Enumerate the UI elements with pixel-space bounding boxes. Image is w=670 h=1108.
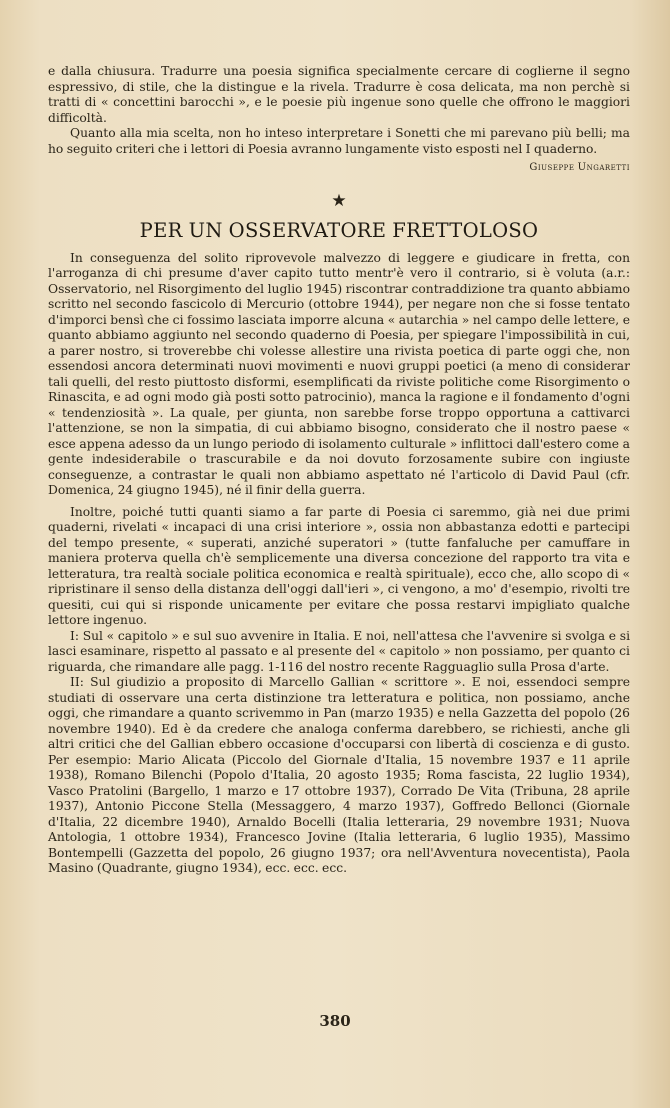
article-paragraph-4: II: Sul giudizio a proposito di Marcello Gallian « scrittore ». E noi, essendoci sempre studiati di osservare una certa distinzione tra letteratura e politica, non possiamo, anche oggi, che rimandare a quanto scrivemmo in Pan (marzo 1935) e nella Gazzetta del popolo (26 novembre 1940). Ed è da credere che analoga conferma darebbero, se richiesti, anche gli altri critici che del Gallian ebbero occasione d'occuparsi con libertà di coscienza e di gusto. Per esempio: Mario Alicata (Piccolo del Giornale d'Italia, 15 novembre 1937 e 11 aprile 1938), Romano Bilenchi (Popolo d'Italia, 20 agosto 1935; Roma fascista, 22 luglio 1934), Vasco Pratolini (Bargello, 1 marzo e 17 ottobre 1937), Corrado De Vita (Tribuna, 28 aprile 1937), Antonio Piccone Stella (Messaggero, 4 marzo 1937), Goffredo Bellonci (Giornale d'Italia, 22 dicembre 1940), Arnaldo Bocelli (Italia letteraria, 29 novembre 1931; Nuova Antologia, 1 ottobre 1934), Francesco Jovine (Italia letteraria, 6 luglio 1935), Massimo Bontempelli (Gazzetta del popolo, 26 giugno 1937; ora nell'Avventura novecentista), Paola Masino (Quadrante, giugno 1934), ecc. ecc. ecc. bbox=[48, 675, 630, 875]
star-separator-icon: ★ bbox=[331, 190, 347, 211]
page-number: 380 bbox=[319, 1012, 351, 1030]
article-title: PER UN OSSERVATORE FRETTOLOSO bbox=[139, 219, 539, 242]
intro-paragraph-2: Quanto alla mia scelta, non ho inteso interpretare i Sonetti che mi parevano più belli; ma ho seguito criteri che i lettori di Poesia avranno lungamente visto esposti nel I quaderno. bbox=[48, 126, 630, 156]
page-body bbox=[48, 64, 630, 877]
intro-paragraph-1: e dalla chiusura. Tradurre una poesia significa specialmente cercare di coglierne il segno espressivo, di stile, che la distingue e la rivela. Tradurre è cosa delicata, ma non perchè si tratti di « concettini barocchi », e le poesie più ingenue sono quelle che offrono le maggiori difficoltà. bbox=[48, 64, 630, 125]
article-paragraph-3: I: Sul « capitolo » e sul suo avvenire in Italia. E noi, nell'attesa che l'avvenire si svolga e si lasci esaminare, rispetto al passato e al presente del « capitolo » non possiamo, per quanto ci riguarda, che rimandare alle pagg. 1-116 del nostro recente Ragguaglio sulla Prosa d'arte. bbox=[48, 628, 630, 674]
article-paragraph-1: In conseguenza del solito riprovevole malvezzo di leggere e giudicare in fretta, con l'arroganza di chi presume d'aver capito tutto mentr'è vero il contrario, si è voluta (a.r.: Osservatorio, nel Risorgimento del luglio 1945) riscontrar contraddizione tra quanto abbiamo scritto nel secondo fascicolo di Mercurio (ottobre 1944), per negare non che si fosse tentato d'imporci bensì che ci fossimo lasciata imporre alcuna « autarchia » nel campo delle lettere, e quanto abbiamo aggiunto nel secondo quaderno di Poesia, per spiegare l'impossibilità in cui, a parer nostro, si troverebbe chi volesse allestire una rivista poetica di parte oggi che, non essendosi ancora determinati nuovi movimenti e nuovi gruppi poetici (a meno di considerar tali quelli, del resto piuttosto disformi, esemplificati da riviste politiche come Risorgimento o Rinascita, e ad ogni modo già posti sotto patrocinio), manca la ragione e il fondamento d'ogni « tendenziosità ». La quale, per giunta, non sarebbe forse troppo opportuna a cattivarci l'attenzione, se non la simpatia, di cui abbiamo bisogno, considerato che il nostro paese « esce appena adesso da un lungo periodo di isolamento culturale » inflittoci dall'estero come a gente indesiderabile o trascurabile e da noi dovuto forzosamente subire con ingiuste conseguenze, a contrastar le quali non abbiamo aspettato né l'articolo di David Paul (cfr. Domenica, 24 giugno 1945), né il finir della guerra. bbox=[48, 250, 630, 497]
author-signature: Giuseppe Ungaretti bbox=[529, 162, 630, 173]
article-paragraph-2: Inoltre, poiché tutti quanti siamo a far parte di Poesia ci saremmo, già nei due primi quaderni, rivelati « incapaci di una crisi interiore », ossia non abbastanza edotti e partecipi del tempo presente, « superati, anziché superatori » (tutte fanfaluche per camuffare in maniera proterva quella ch'è semplicemente una diversa concezione del rapporto tra vita e letteratura, tra realtà sociale politica economica e realtà spirituale), ecco che, allo scopo di « ripristinare il senso della distanza dell'oggi dall'ieri », ci vengono, a mo' d'esempio, rivolti tre quesiti, cui qui si risponde unicamente per evitare che possa restarvi impigliato qualche lettore ingenuo. bbox=[48, 504, 630, 627]
